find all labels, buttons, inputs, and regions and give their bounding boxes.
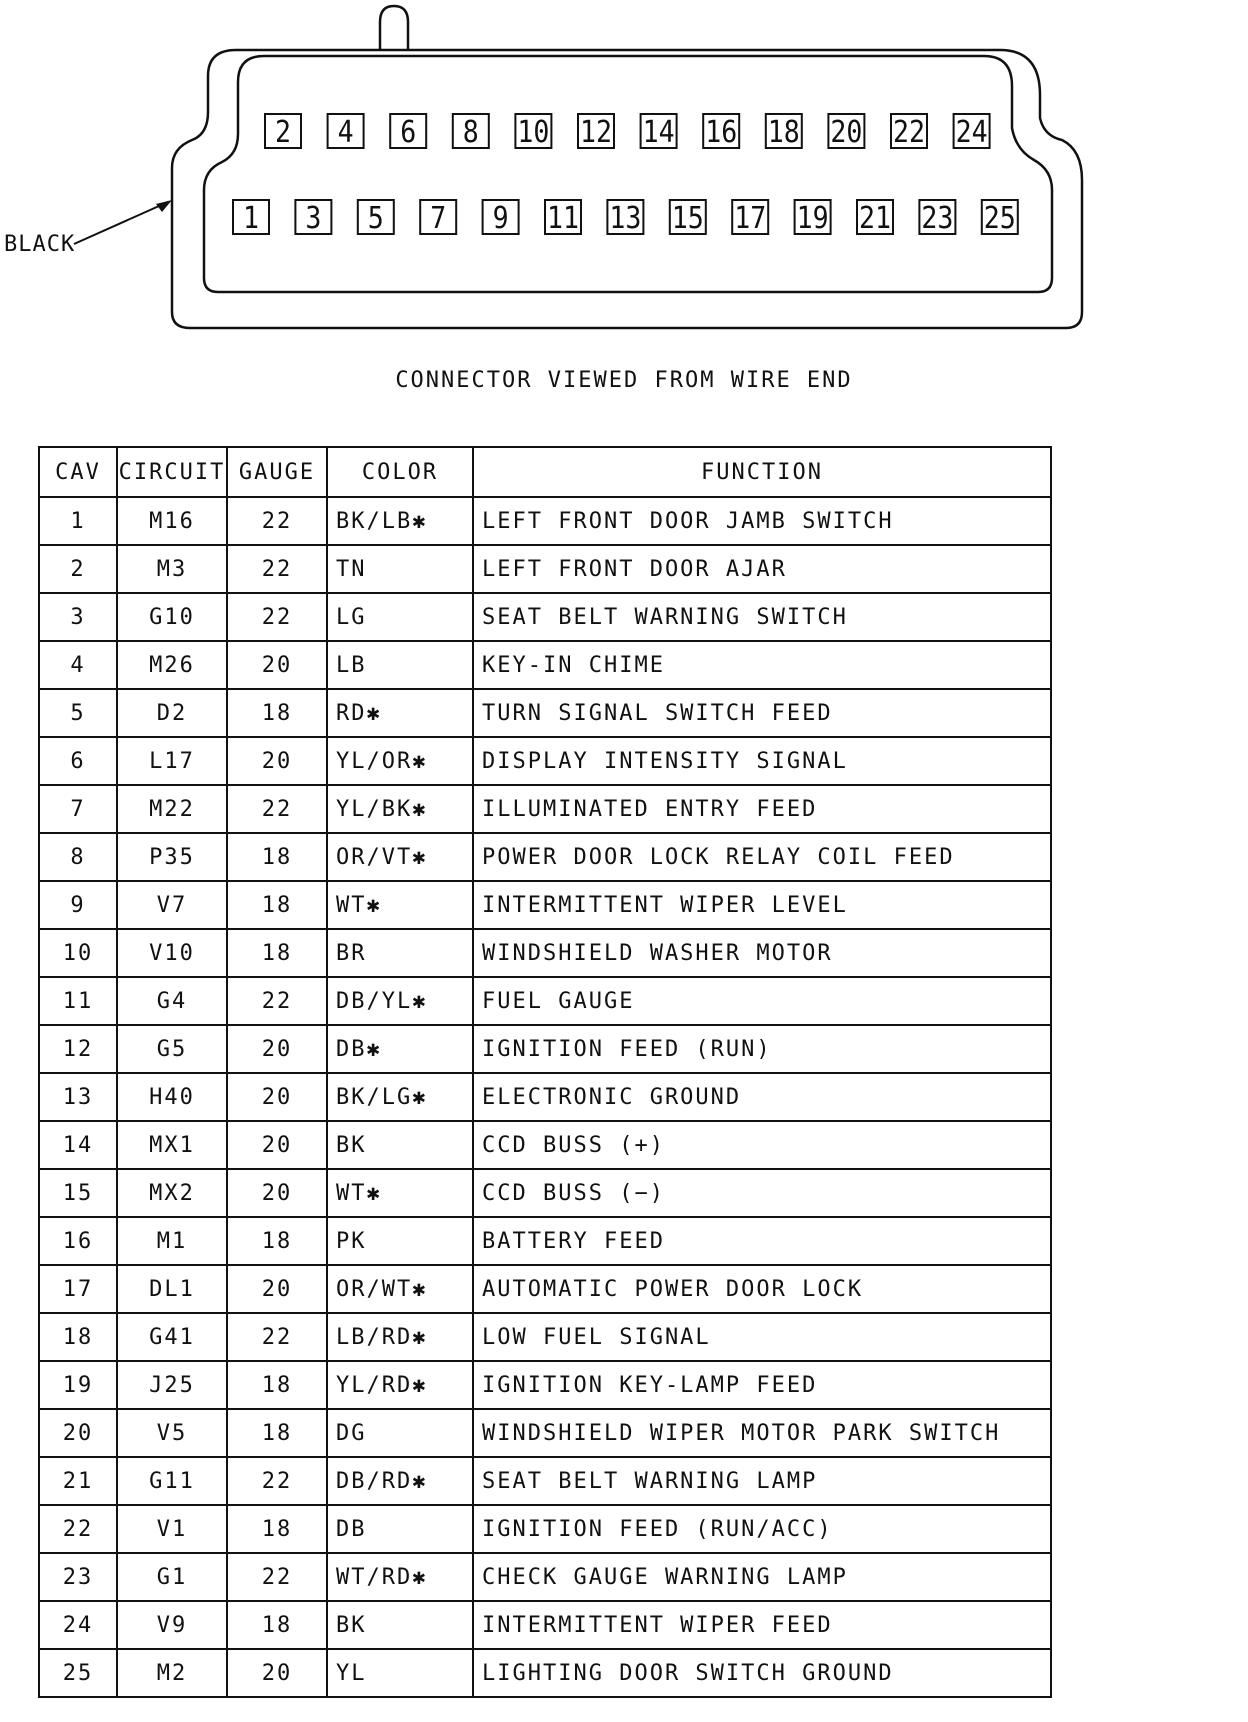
table-row: [39, 1553, 1051, 1601]
cell-color: LG: [327, 593, 473, 641]
cavity-number: 21: [859, 201, 891, 236]
cell-function: CHECK GAUGE WARNING LAMP: [473, 1553, 1051, 1601]
cavity-number: 2: [275, 115, 291, 150]
cell-function: LIGHTING DOOR SWITCH GROUND: [473, 1649, 1051, 1697]
table-row: [39, 881, 1051, 929]
cell-circuit: G4: [117, 977, 227, 1025]
cell-cav: 15: [39, 1169, 117, 1217]
table-row: [39, 1169, 1051, 1217]
cell-circuit: H40: [117, 1073, 227, 1121]
cavity-3: [295, 200, 331, 236]
cell-color: BK: [327, 1601, 473, 1649]
cavity-number: 12: [580, 115, 612, 150]
cavity-number: 14: [642, 115, 675, 150]
cavity-number: 20: [830, 115, 863, 150]
cell-function: WINDSHIELD WIPER MOTOR PARK SWITCH: [473, 1409, 1051, 1457]
table-row: [39, 593, 1051, 641]
cell-function: WINDSHIELD WASHER MOTOR: [473, 929, 1051, 977]
cavity-17: [732, 200, 768, 236]
cavity-9: [483, 200, 519, 236]
table-header-row: [39, 447, 1051, 497]
cavity-25: [982, 200, 1018, 236]
table-row: [39, 833, 1051, 881]
cell-cav: 10: [39, 929, 117, 977]
cell-gauge: 22: [227, 593, 327, 641]
cavity-14: [641, 114, 677, 150]
cell-function: LEFT FRONT DOOR AJAR: [473, 545, 1051, 593]
cell-color: WT✱: [327, 1169, 473, 1217]
cell-color: DB/RD✱: [327, 1457, 473, 1505]
cavity-23: [919, 200, 955, 236]
cell-gauge: 18: [227, 1361, 327, 1409]
cell-gauge: 22: [227, 977, 327, 1025]
cell-gauge: 18: [227, 881, 327, 929]
cell-gauge: 18: [227, 689, 327, 737]
cell-gauge: 22: [227, 545, 327, 593]
connector-inner-housing: [204, 56, 1052, 292]
connector-locking-tab: [380, 6, 408, 50]
cell-cav: 12: [39, 1025, 117, 1073]
cavity-number: 10: [517, 115, 550, 150]
cavity-number: 23: [921, 201, 954, 236]
header-gauge: GAUGE: [227, 447, 327, 497]
table-row: [39, 1409, 1051, 1457]
cell-circuit: DL1: [117, 1265, 227, 1313]
cell-cav: 13: [39, 1073, 117, 1121]
cell-cav: 24: [39, 1601, 117, 1649]
cell-circuit: MX2: [117, 1169, 227, 1217]
cavity-number: 3: [305, 201, 322, 236]
cell-circuit: G11: [117, 1457, 227, 1505]
header-function: FUNCTION: [473, 447, 1051, 497]
cell-color: OR/VT✱: [327, 833, 473, 881]
cell-function: CCD BUSS (−): [473, 1169, 1051, 1217]
cell-color: WT/RD✱: [327, 1553, 473, 1601]
cavity-number: 7: [430, 201, 447, 236]
cavity-number: 8: [462, 115, 479, 150]
cavity-11: [545, 200, 581, 236]
cell-cav: 17: [39, 1265, 117, 1313]
cell-gauge: 20: [227, 1025, 327, 1073]
cell-gauge: 18: [227, 1601, 327, 1649]
cell-function: SEAT BELT WARNING LAMP: [473, 1457, 1051, 1505]
cavity-number: 4: [337, 115, 354, 150]
cell-function: INTERMITTENT WIPER LEVEL: [473, 881, 1051, 929]
cell-color: BK/LB✱: [327, 497, 473, 545]
cell-color: RD✱: [327, 689, 473, 737]
cell-cav: 9: [39, 881, 117, 929]
table-row: [39, 1121, 1051, 1169]
table-row: [39, 1025, 1051, 1073]
cell-cav: 18: [39, 1313, 117, 1361]
cell-circuit: J25: [117, 1361, 227, 1409]
cell-color: BK: [327, 1121, 473, 1169]
cell-cav: 2: [39, 545, 117, 593]
cell-color: DB: [327, 1505, 473, 1553]
cell-function: FUEL GAUGE: [473, 977, 1051, 1025]
cell-circuit: G41: [117, 1313, 227, 1361]
cavity-10: [515, 114, 551, 150]
cell-function: CCD BUSS (+): [473, 1121, 1051, 1169]
cell-circuit: G10: [117, 593, 227, 641]
cavity-4: [328, 114, 364, 150]
cell-gauge: 18: [227, 929, 327, 977]
cell-circuit: V1: [117, 1505, 227, 1553]
cell-color: TN: [327, 545, 473, 593]
connector-outer-housing: [172, 50, 1082, 328]
cavity-number: 11: [547, 201, 579, 236]
cell-circuit: M22: [117, 785, 227, 833]
cell-gauge: 20: [227, 641, 327, 689]
table-row: [39, 1601, 1051, 1649]
cell-color: YL/OR✱: [327, 737, 473, 785]
cavity-20: [828, 114, 864, 150]
cell-cav: 7: [39, 785, 117, 833]
cell-gauge: 22: [227, 1313, 327, 1361]
pinout-table: [38, 446, 1052, 1698]
cell-function: AUTOMATIC POWER DOOR LOCK: [473, 1265, 1051, 1313]
cell-function: ILLUMINATED ENTRY FEED: [473, 785, 1051, 833]
cavity-21: [857, 200, 893, 236]
header-cav: CAV: [39, 447, 117, 497]
cavity-19: [795, 200, 831, 236]
cell-function: TURN SIGNAL SWITCH FEED: [473, 689, 1051, 737]
cavity-13: [607, 200, 643, 236]
table-row: [39, 1361, 1051, 1409]
table-row: [39, 1073, 1051, 1121]
cavity-number: 18: [767, 115, 800, 150]
cell-circuit: M16: [117, 497, 227, 545]
table-row: [39, 977, 1051, 1025]
cell-function: DISPLAY INTENSITY SIGNAL: [473, 737, 1051, 785]
table-row: [39, 689, 1051, 737]
cell-circuit: V9: [117, 1601, 227, 1649]
header-circuit: CIRCUIT: [117, 447, 227, 497]
cavity-number: 1: [243, 201, 259, 236]
cell-function: POWER DOOR LOCK RELAY COIL FEED: [473, 833, 1051, 881]
cavity-number: 19: [796, 201, 829, 236]
table-row: [39, 1313, 1051, 1361]
cell-color: LB: [327, 641, 473, 689]
table-row: [39, 545, 1051, 593]
cell-gauge: 20: [227, 1169, 327, 1217]
cell-color: LB/RD✱: [327, 1313, 473, 1361]
table-row: [39, 1505, 1051, 1553]
cell-function: ELECTRONIC GROUND: [473, 1073, 1051, 1121]
cavity-6: [390, 114, 426, 150]
header-color: COLOR: [327, 447, 473, 497]
cavity-number: 17: [734, 201, 767, 236]
cell-gauge: 20: [227, 1121, 327, 1169]
cell-cav: 8: [39, 833, 117, 881]
table-row: [39, 497, 1051, 545]
cell-circuit: M3: [117, 545, 227, 593]
table-row: [39, 1649, 1051, 1697]
cell-circuit: V5: [117, 1409, 227, 1457]
cell-circuit: G5: [117, 1025, 227, 1073]
cell-circuit: MX1: [117, 1121, 227, 1169]
cavity-number: 24: [955, 115, 988, 150]
cavity-number: 13: [609, 201, 642, 236]
cell-gauge: 22: [227, 1457, 327, 1505]
cavity-15: [670, 200, 706, 236]
cell-cav: 4: [39, 641, 117, 689]
cell-gauge: 20: [227, 1073, 327, 1121]
cell-cav: 3: [39, 593, 117, 641]
cell-color: DG: [327, 1409, 473, 1457]
cell-function: LEFT FRONT DOOR JAMB SWITCH: [473, 497, 1051, 545]
cavity-number: 16: [705, 115, 738, 150]
cell-cav: 23: [39, 1553, 117, 1601]
cell-circuit: L17: [117, 737, 227, 785]
cell-gauge: 22: [227, 785, 327, 833]
connector-color-label: BLACK: [4, 232, 76, 257]
cell-color: DB✱: [327, 1025, 473, 1073]
cell-cav: 14: [39, 1121, 117, 1169]
cell-circuit: P35: [117, 833, 227, 881]
cell-color: WT✱: [327, 881, 473, 929]
cell-cav: 1: [39, 497, 117, 545]
cell-circuit: G1: [117, 1553, 227, 1601]
cell-color: OR/WT✱: [327, 1265, 473, 1313]
cell-circuit: V10: [117, 929, 227, 977]
cell-color: BR: [327, 929, 473, 977]
cavity-22: [891, 114, 927, 150]
cell-gauge: 18: [227, 833, 327, 881]
cell-circuit: D2: [117, 689, 227, 737]
cell-function: INTERMITTENT WIPER FEED: [473, 1601, 1051, 1649]
cavity-7: [420, 200, 456, 236]
cell-circuit: M26: [117, 641, 227, 689]
cell-cav: 11: [39, 977, 117, 1025]
black-leader-arrowhead: [156, 200, 172, 212]
cell-cav: 16: [39, 1217, 117, 1265]
cell-function: BATTERY FEED: [473, 1217, 1051, 1265]
cell-color: YL/BK✱: [327, 785, 473, 833]
cavity-number: 5: [367, 201, 384, 236]
cell-cav: 6: [39, 737, 117, 785]
cell-color: PK: [327, 1217, 473, 1265]
cell-circuit: M1: [117, 1217, 227, 1265]
cell-gauge: 22: [227, 1553, 327, 1601]
cell-gauge: 18: [227, 1409, 327, 1457]
cell-gauge: 20: [227, 737, 327, 785]
cell-cav: 25: [39, 1649, 117, 1697]
cell-gauge: 22: [227, 497, 327, 545]
table-row: [39, 737, 1051, 785]
cell-circuit: M2: [117, 1649, 227, 1697]
table-row: [39, 1217, 1051, 1265]
cell-gauge: 20: [227, 1649, 327, 1697]
cell-gauge: 20: [227, 1265, 327, 1313]
cell-function: IGNITION FEED (RUN/ACC): [473, 1505, 1051, 1553]
cell-cav: 5: [39, 689, 117, 737]
cell-color: YL/RD✱: [327, 1361, 473, 1409]
cell-function: IGNITION FEED (RUN): [473, 1025, 1051, 1073]
black-leader-line: [74, 202, 168, 244]
cell-function: IGNITION KEY-LAMP FEED: [473, 1361, 1051, 1409]
cavity-2: [265, 114, 301, 150]
cell-cav: 22: [39, 1505, 117, 1553]
cell-gauge: 18: [227, 1505, 327, 1553]
connector-caption: CONNECTOR VIEWED FROM WIRE END: [395, 368, 853, 393]
table-row: [39, 785, 1051, 833]
table-row: [39, 1457, 1051, 1505]
cavity-24: [954, 114, 990, 150]
cavity-16: [703, 114, 739, 150]
cavity-8: [453, 114, 489, 150]
table-row: [39, 929, 1051, 977]
cell-gauge: 18: [227, 1217, 327, 1265]
cavity-18: [766, 114, 802, 150]
cell-cav: 19: [39, 1361, 117, 1409]
cell-cav: 20: [39, 1409, 117, 1457]
table-row: [39, 641, 1051, 689]
cavity-number: 22: [893, 115, 925, 150]
cell-color: YL: [327, 1649, 473, 1697]
cell-color: BK/LG✱: [327, 1073, 473, 1121]
cavity-5: [358, 200, 394, 236]
cavity-12: [578, 114, 614, 150]
connector-diagram: [0, 0, 1248, 340]
cell-function: KEY-IN CHIME: [473, 641, 1051, 689]
table-row: [39, 1265, 1051, 1313]
cell-cav: 21: [39, 1457, 117, 1505]
cavity-number: 15: [671, 201, 704, 236]
cavity-number: 9: [492, 201, 509, 236]
cell-function: SEAT BELT WARNING SWITCH: [473, 593, 1051, 641]
cavity-number: 6: [400, 115, 417, 150]
cell-function: LOW FUEL SIGNAL: [473, 1313, 1051, 1361]
cavity-number: 25: [983, 201, 1016, 236]
cell-color: DB/YL✱: [327, 977, 473, 1025]
cell-circuit: V7: [117, 881, 227, 929]
cavity-1: [233, 200, 269, 236]
